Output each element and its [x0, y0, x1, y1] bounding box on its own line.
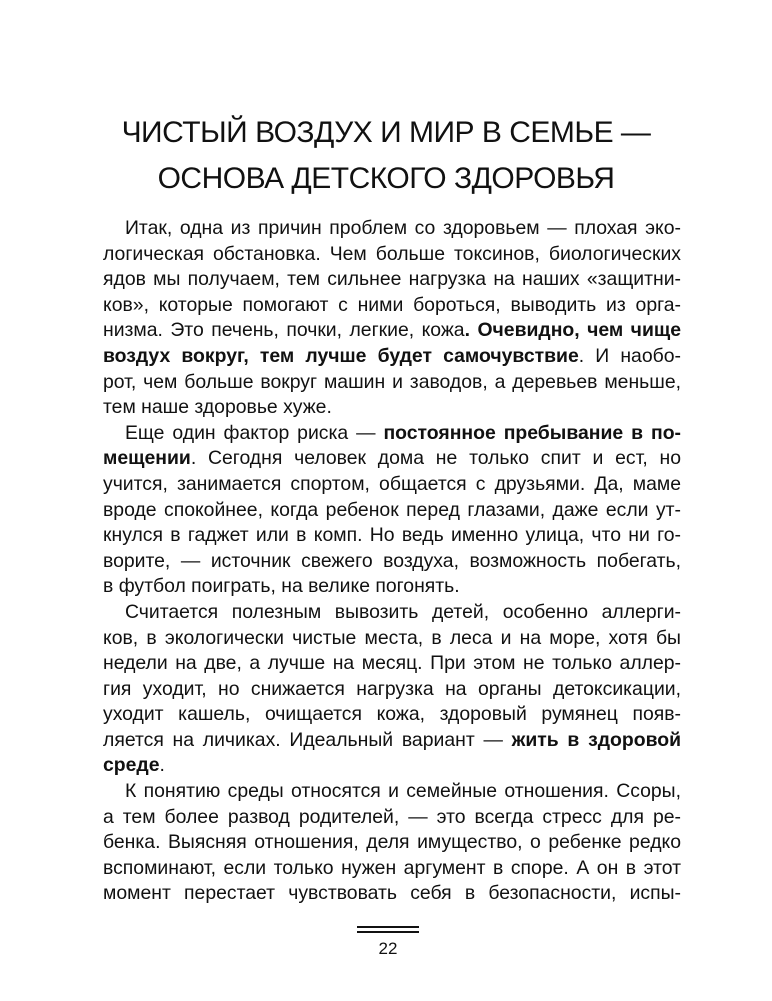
text-line: а тем более развод родителей, — это всегда стресс для ре- [103, 805, 681, 828]
text-line: уходит кашель, очищается кожа, здоровый румянец появ- [103, 703, 681, 726]
text-line: вроде спокойнее, когда ребенок перед глазами, даже если ут- [103, 498, 681, 521]
bold-run: постоянное пребывание в по- [383, 421, 682, 444]
page-number: 22 [378, 939, 398, 958]
bold-run: воздух вокруг, тем лучше будет самочувствие [103, 344, 579, 367]
bold-run: мещении [103, 447, 191, 470]
text-run: . Сегодня человек дома не только спит и ест, но [190, 447, 681, 470]
text-line [103, 728, 681, 754]
body-text [103, 216, 681, 907]
page-title [60, 110, 712, 202]
text-run: низма. Это печень, почки, легкие, кожа [103, 319, 465, 342]
text-line: бенка. Выясняя отношения, деля имущество, о ребенке редко [103, 831, 681, 854]
text-line: Итак, одна из причин проблем со здоровьем — плохая эко- [125, 217, 681, 239]
page-title-line-1: ЧИСТЫЙ ВОЗДУХ И МИР В СЕМЬЕ — [121, 116, 651, 149]
text-line: К понятию среды относятся и семейные отношения. Ссоры, [125, 780, 681, 803]
bold-run: среде [103, 754, 160, 777]
text-line: ков, в экологически чистые места, в леса и на море, хотя бы [103, 626, 681, 649]
text-line: недели на две, а лучше на месяц. При этом не только аллер- [103, 652, 681, 675]
text-line: рот, чем больше вокруг машин и заводов, а деревьев меньше, [103, 370, 681, 393]
text-line: тем наше здоровье хуже. [103, 396, 332, 419]
text-line: Считается полезным вывозить детей, особенно аллерги- [125, 600, 681, 623]
text-line: гия уходит, но снижается нагрузка на органы детоксикации, [103, 677, 681, 700]
text-line [103, 318, 681, 344]
paragraph-3 [103, 600, 681, 779]
paragraph-1 [103, 216, 681, 421]
text-line: момент перестает чувствовать себя в безопасности, испы- [103, 882, 681, 905]
text-line: ков», которые помогают с ними бороться, выводить из орга- [103, 293, 681, 316]
text-line: ядов мы получаем, тем сильнее нагрузка на наших «защитни- [103, 268, 681, 291]
text-line [103, 753, 681, 779]
text-run: ляется на личиках. Идеальный вариант — [103, 728, 503, 751]
footer-rule-bottom [357, 931, 419, 933]
text-line: вспоминают, если только нужен аргумент в споре. А он в этот [103, 856, 681, 879]
page-footer [357, 926, 419, 959]
footer-rule-top [357, 926, 419, 928]
bold-run: . Очевидно, [464, 319, 580, 342]
text-run: Еще один фактор риска — [125, 421, 376, 444]
text-line: ворите, — источник свежего воздуха, возможность побегать, [103, 549, 681, 572]
text-line [103, 446, 681, 472]
text-line: кнулся в гаджет или в комп. Но ведь именно улица, что ни го- [103, 524, 681, 547]
page-title-line-2: ОСНОВА ДЕТСКОГО ЗДОРОВЬЯ [157, 162, 615, 195]
text-line: в футбол поиграть, на велике погонять. [103, 575, 460, 598]
text-line [103, 421, 681, 447]
text-run: . [159, 754, 165, 777]
text-run: . И наобо- [578, 344, 681, 367]
bold-run: жить в здоровой [511, 728, 681, 751]
text-line [103, 344, 681, 370]
text-line: логическая обстановка. Чем больше токсинов, биологических [103, 242, 681, 265]
bold-run: чем чище [587, 319, 682, 342]
paragraph-2 [103, 421, 681, 600]
text-line: учится, занимается спортом, общается с друзьями. Да, маме [103, 472, 681, 495]
paragraph-4 [103, 779, 681, 907]
